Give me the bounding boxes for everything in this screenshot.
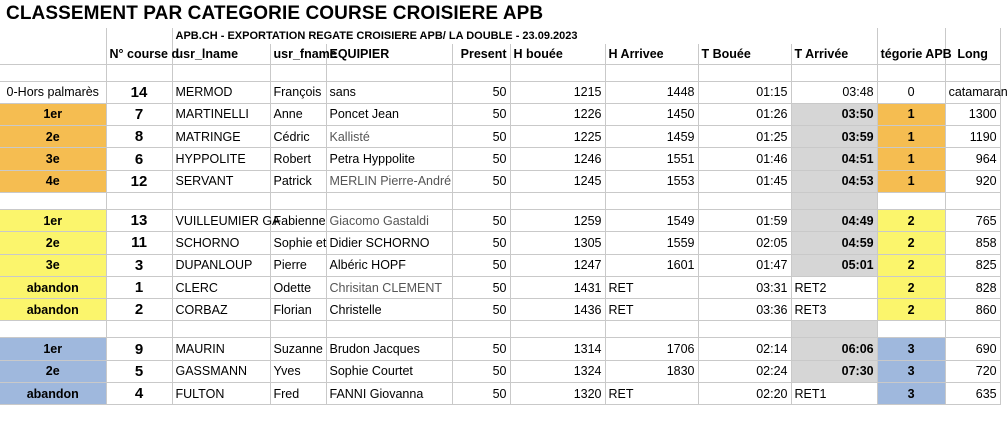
spacer-row	[0, 192, 1000, 209]
cell-tbouee: 01:45	[698, 170, 791, 192]
cell-tarrivee: 03:59	[791, 126, 877, 148]
cell-tbouee: 03:36	[698, 299, 791, 321]
cell-categorie: 3	[877, 360, 945, 382]
cell-tarrivee: 05:01	[791, 254, 877, 276]
cell-tarrivee: 04:59	[791, 232, 877, 254]
cell-lname: CLERC	[172, 276, 270, 298]
header-tarrivee: T Arrivée	[791, 44, 877, 64]
cell-long: 860	[945, 299, 1000, 321]
cell-tbouee: 02:05	[698, 232, 791, 254]
cell-long: 690	[945, 338, 1000, 360]
cell-equipier: Albéric HOPF	[326, 254, 452, 276]
cell-long: 1300	[945, 103, 1000, 125]
cell-harrivee: 1706	[605, 338, 698, 360]
spacer-row	[0, 64, 1000, 81]
cell-fname: Pierre	[270, 254, 326, 276]
cell-long: 765	[945, 209, 1000, 231]
cell-categorie: 1	[877, 170, 945, 192]
cell-present: 50	[452, 126, 510, 148]
cell-tarrivee: 03:48	[791, 81, 877, 103]
cell-equipier: Giacomo Gastaldi	[326, 209, 452, 231]
cell-fname: Fabienne	[270, 209, 326, 231]
header-tbouee: T Bouée	[698, 44, 791, 64]
cell-harrivee: RET	[605, 383, 698, 405]
cell-harrivee: 1553	[605, 170, 698, 192]
cell-long: 720	[945, 360, 1000, 382]
cell-tbouee: 01:15	[698, 81, 791, 103]
cell-lname: DUPANLOUP	[172, 254, 270, 276]
cell-categorie: 1	[877, 148, 945, 170]
cell-equipier: sans	[326, 81, 452, 103]
cell-categorie: 3	[877, 338, 945, 360]
cell-rank: 2e	[0, 232, 106, 254]
cell-equipier: MERLIN Pierre-André	[326, 170, 452, 192]
cell-equipier: Kallisté	[326, 126, 452, 148]
cell-equipier: Brudon Jacques	[326, 338, 452, 360]
cell-categorie: 3	[877, 383, 945, 405]
cell-rank: 4e	[0, 170, 106, 192]
cell-course: 7	[106, 103, 172, 125]
header-rank	[0, 44, 106, 64]
cell-harrivee: 1601	[605, 254, 698, 276]
cell-fname: Odette	[270, 276, 326, 298]
cell-rank: abandon	[0, 299, 106, 321]
cell-course: 14	[106, 81, 172, 103]
cell-tarrivee: RET2	[791, 276, 877, 298]
cell-equipier: Chrisitan CLEMENT	[326, 276, 452, 298]
cell-harrivee: 1448	[605, 81, 698, 103]
table-row	[0, 383, 1000, 405]
cell-lname: FULTON	[172, 383, 270, 405]
cell-hbouee: 1431	[510, 276, 605, 298]
cell-tbouee: 02:20	[698, 383, 791, 405]
cell-present: 50	[452, 170, 510, 192]
cell-long: 858	[945, 232, 1000, 254]
cell-present: 50	[452, 81, 510, 103]
cell-harrivee: 1549	[605, 209, 698, 231]
export-subtitle: APB.CH - EXPORTATION REGATE CROISIERE APB/ LA DOUBLE - 23.09.2023	[172, 28, 877, 44]
cell-fname: Fred	[270, 383, 326, 405]
cell-course: 6	[106, 148, 172, 170]
table-row	[0, 81, 1000, 103]
cell-course: 12	[106, 170, 172, 192]
table-row	[0, 232, 1000, 254]
cell-tarrivee: 07:30	[791, 360, 877, 382]
cell-categorie: 2	[877, 276, 945, 298]
cell-long: 635	[945, 383, 1000, 405]
cell-hbouee: 1226	[510, 103, 605, 125]
cell-fname: Cédric	[270, 126, 326, 148]
cell-tbouee: 01:46	[698, 148, 791, 170]
cell-categorie: 1	[877, 126, 945, 148]
cell-hbouee: 1245	[510, 170, 605, 192]
table-row	[0, 360, 1000, 382]
cell-lname: MATRINGE	[172, 126, 270, 148]
cell-rank: 1er	[0, 209, 106, 231]
cell-long: 964	[945, 148, 1000, 170]
cell-rank: 1er	[0, 103, 106, 125]
cell-rank: 3e	[0, 148, 106, 170]
header-categorie: tégorie APB	[877, 44, 945, 64]
cell-tbouee: 01:59	[698, 209, 791, 231]
cell-present: 50	[452, 276, 510, 298]
cell-categorie: 2	[877, 299, 945, 321]
cell-tbouee: 01:47	[698, 254, 791, 276]
cell-fname: Robert	[270, 148, 326, 170]
cell-categorie: 0	[877, 81, 945, 103]
cell-hbouee: 1259	[510, 209, 605, 231]
header-long: Long	[945, 44, 1000, 64]
cell-lname: VUILLEUMIER GA	[172, 209, 270, 231]
cell-equipier: Petra Hyppolite	[326, 148, 452, 170]
cell-present: 50	[452, 383, 510, 405]
cell-equipier: FANNI Giovanna	[326, 383, 452, 405]
cell-lname: MERMOD	[172, 81, 270, 103]
header-lname: usr_lname	[172, 44, 270, 64]
cell-rank: 0-Hors palmarès	[0, 81, 106, 103]
header-present: Present	[452, 44, 510, 64]
cell-harrivee: RET	[605, 299, 698, 321]
cell-present: 50	[452, 338, 510, 360]
cell-present: 50	[452, 148, 510, 170]
page-title: CLASSEMENT PAR CATEGORIE COURSE CROISIERE APB	[6, 3, 544, 24]
cell-rank: 2e	[0, 360, 106, 382]
cell-equipier: Poncet Jean	[326, 103, 452, 125]
cell-harrivee: RET	[605, 276, 698, 298]
cell-hbouee: 1225	[510, 126, 605, 148]
cell-equipier: Sophie Courtet	[326, 360, 452, 382]
cell-tbouee: 02:14	[698, 338, 791, 360]
cell-lname: GASSMANN	[172, 360, 270, 382]
table-row	[0, 276, 1000, 298]
cell-tbouee: 01:25	[698, 126, 791, 148]
cell-categorie: 2	[877, 232, 945, 254]
cell-fname: Yves	[270, 360, 326, 382]
cell-harrivee: 1450	[605, 103, 698, 125]
table-row	[0, 148, 1000, 170]
cell-fname: Sophie et	[270, 232, 326, 254]
cell-lname: CORBAZ	[172, 299, 270, 321]
cell-tarrivee: 04:53	[791, 170, 877, 192]
cell-tarrivee: 06:06	[791, 338, 877, 360]
header-harrivee: H Arrivee	[605, 44, 698, 64]
cell-present: 50	[452, 360, 510, 382]
results-table	[0, 28, 1008, 405]
cell-fname: Anne	[270, 103, 326, 125]
cell-harrivee: 1459	[605, 126, 698, 148]
table-row	[0, 299, 1000, 321]
cell-rank: 2e	[0, 126, 106, 148]
cell-categorie: 2	[877, 254, 945, 276]
cell-rank: abandon	[0, 276, 106, 298]
table-row	[0, 254, 1000, 276]
cell-course: 4	[106, 383, 172, 405]
cell-lname: SCHORNO	[172, 232, 270, 254]
cell-tbouee: 02:24	[698, 360, 791, 382]
cell-fname: Florian	[270, 299, 326, 321]
cell-present: 50	[452, 299, 510, 321]
cell-hbouee: 1324	[510, 360, 605, 382]
cell-course: 1	[106, 276, 172, 298]
cell-hbouee: 1215	[510, 81, 605, 103]
spacer-row	[0, 321, 1000, 338]
cell-long: 920	[945, 170, 1000, 192]
header-fname: usr_fname	[270, 44, 326, 64]
cell-equipier: Didier SCHORNO	[326, 232, 452, 254]
table-row	[0, 126, 1000, 148]
cell-tarrivee: 04:51	[791, 148, 877, 170]
cell-course: 8	[106, 126, 172, 148]
cell-present: 50	[452, 209, 510, 231]
cell-lname: MARTINELLI	[172, 103, 270, 125]
cell-rank: abandon	[0, 383, 106, 405]
cell-hbouee: 1247	[510, 254, 605, 276]
cell-harrivee: 1830	[605, 360, 698, 382]
cell-harrivee: 1551	[605, 148, 698, 170]
cell-fname: François	[270, 81, 326, 103]
cell-course: 13	[106, 209, 172, 231]
cell-tbouee: 03:31	[698, 276, 791, 298]
cell-tarrivee: 03:50	[791, 103, 877, 125]
cell-course: 9	[106, 338, 172, 360]
cell-fname: Patrick	[270, 170, 326, 192]
header-row	[0, 44, 1000, 64]
cell-rank: 1er	[0, 338, 106, 360]
cell-hbouee: 1320	[510, 383, 605, 405]
cell-hbouee: 1305	[510, 232, 605, 254]
cell-tbouee: 01:26	[698, 103, 791, 125]
cell-tarrivee: 04:49	[791, 209, 877, 231]
cell-categorie: 2	[877, 209, 945, 231]
cell-rank: 3e	[0, 254, 106, 276]
cell-tarrivee: RET1	[791, 383, 877, 405]
cell-equipier: Christelle	[326, 299, 452, 321]
cell-present: 50	[452, 232, 510, 254]
cell-course: 11	[106, 232, 172, 254]
cell-lname: MAURIN	[172, 338, 270, 360]
table-row	[0, 103, 1000, 125]
cell-course: 3	[106, 254, 172, 276]
cell-present: 50	[452, 103, 510, 125]
cell-course: 2	[106, 299, 172, 321]
header-equipier: EQUIPIER	[326, 44, 452, 64]
table-row	[0, 338, 1000, 360]
header-course: N° course d	[106, 44, 172, 64]
cell-harrivee: 1559	[605, 232, 698, 254]
table-row	[0, 209, 1000, 231]
cell-course: 5	[106, 360, 172, 382]
cell-hbouee: 1436	[510, 299, 605, 321]
cell-fname: Suzanne	[270, 338, 326, 360]
cell-hbouee: 1246	[510, 148, 605, 170]
cell-categorie: 1	[877, 103, 945, 125]
table-row	[0, 170, 1000, 192]
cell-tarrivee: RET3	[791, 299, 877, 321]
cell-present: 50	[452, 254, 510, 276]
cell-long: 1190	[945, 126, 1000, 148]
cell-long: catamaran	[945, 81, 1000, 103]
cell-lname: SERVANT	[172, 170, 270, 192]
cell-hbouee: 1314	[510, 338, 605, 360]
header-hbouee: H bouée	[510, 44, 605, 64]
cell-long: 825	[945, 254, 1000, 276]
cell-lname: HYPPOLITE	[172, 148, 270, 170]
cell-long: 828	[945, 276, 1000, 298]
